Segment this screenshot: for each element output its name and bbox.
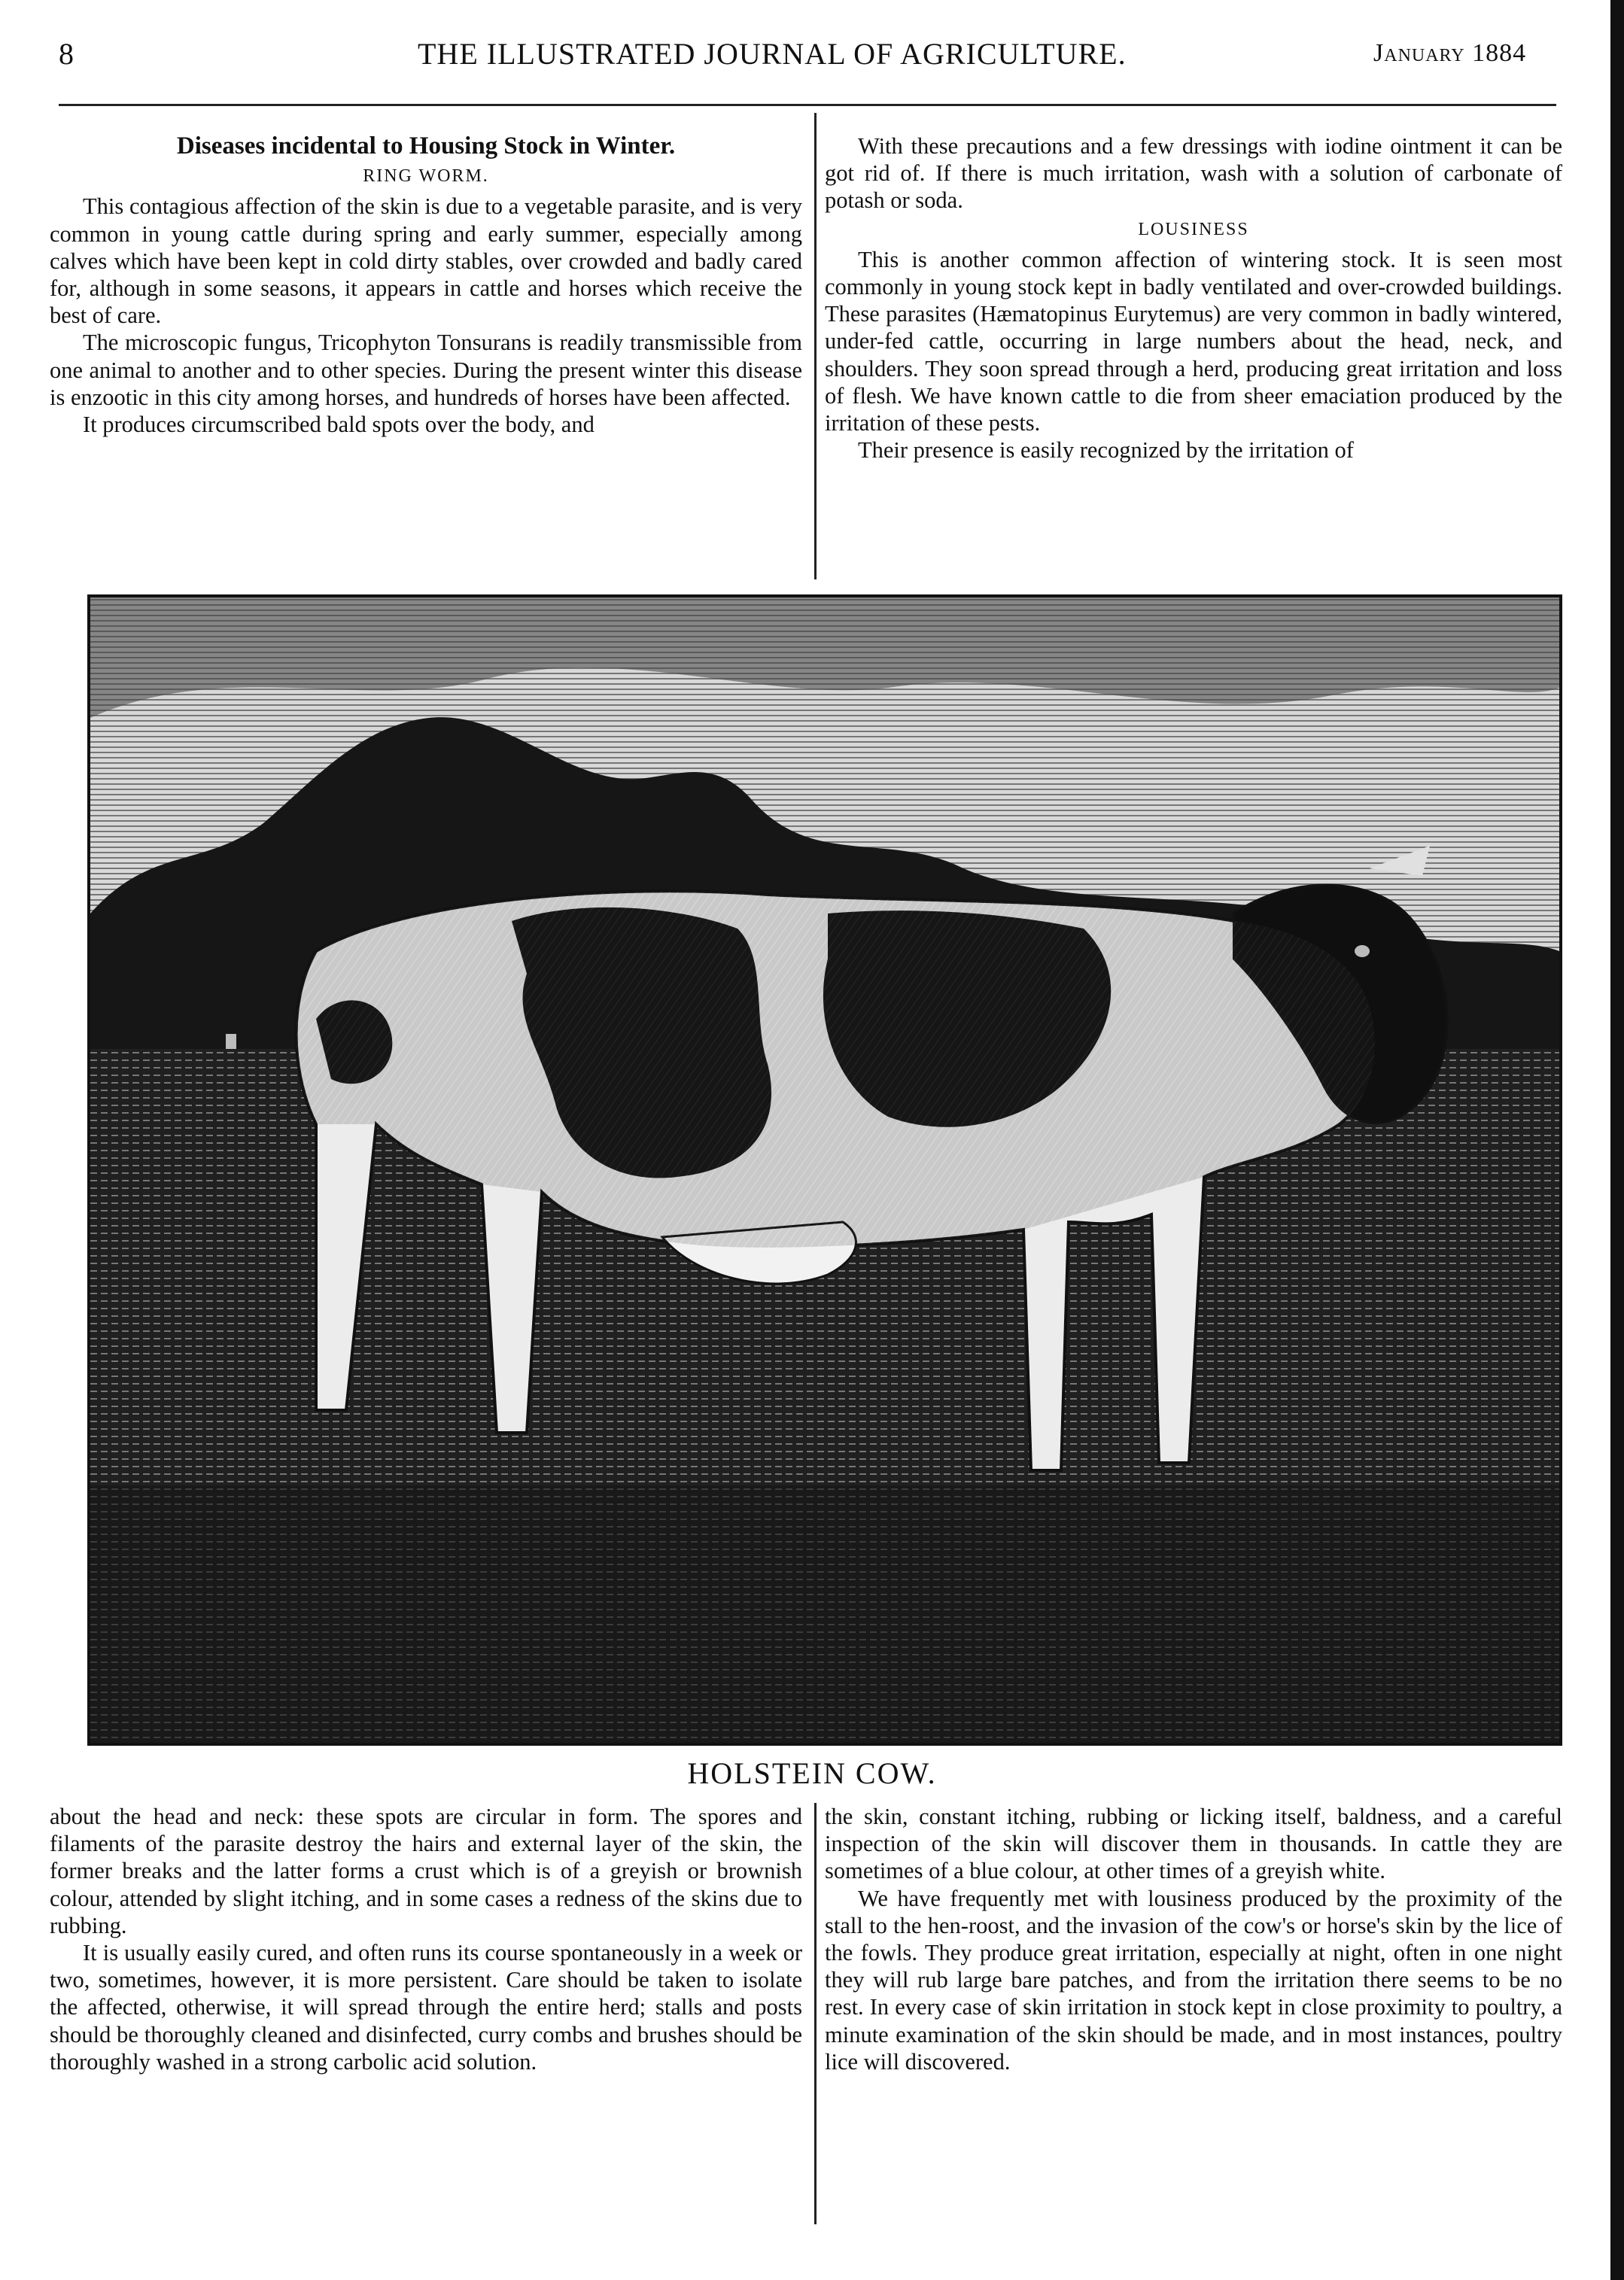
column-bottom-right (825, 1803, 1562, 2075)
section-heading-lousiness: LOUSINESS (1138, 219, 1249, 239)
paragraph: With these precautions and a few dressings with iodine ointment it can be got rid of. If there is much irritation, wash with a solution of carbonate of potash or soda. (825, 133, 1562, 214)
page-number: 8 (59, 37, 74, 71)
page-header (0, 36, 1624, 96)
column-divider-top (814, 113, 817, 579)
column-top-left (50, 132, 802, 438)
holstein-cow-illustration (87, 594, 1562, 1746)
column-divider-bottom (814, 1803, 817, 2224)
paragraph: It produces circumscribed bald spots over the body, and (83, 412, 595, 438)
article-title: Diseases incidental to Housing Stock in Winter. (176, 132, 676, 160)
cow-eye (1355, 945, 1370, 957)
header-rule (59, 104, 1556, 106)
paragraph: It is usually easily cured, and often runs its course spontaneously in a week or two, sometimes, however, it is more persistent. Care should be taken to isolate the affected, otherwise, it will spread through the entire herd; stalls and posts should be thoroughly cleaned and disinfected, curry combs and brushes should be thoroughly washed in a strong carbolic acid solution. (50, 1940, 802, 2075)
column-top-right (825, 132, 1562, 464)
paragraph: Their presence is easily recognized by the irritation of (858, 437, 1354, 464)
cow-engraving-svg (90, 597, 1559, 1743)
column-bottom-left (50, 1803, 802, 2075)
issue-date: January 1884 (1373, 39, 1527, 67)
paragraph: This is another common affection of wintering stock. It is seen most commonly in young stock kept in badly ventilated and over-crowded buildings. These parasites (Hæmatopinus Eurytemus) are very common in badly wintered, under-fed cattle, occurring in large numbers about the head, neck, and shoulders. They soon spread through a herd, producing great irritation and loss of flesh. We have known cattle to die from sheer emaciation produced by the irritation of these pests. (825, 246, 1562, 436)
paragraph: about the head and neck: these spots are circular in form. The spores and filaments of the parasite destroy the hairs and external layer of the skin, the former breaks and the latter forms a crust which is of a greyish or brownish colour, attended by slight itching, and in some cases a redness of the skins due to rubbing. (50, 1804, 802, 1938)
section-heading-ringworm: RING WORM. (363, 166, 489, 187)
scan-edge-shadow (1610, 0, 1624, 2280)
figure-caption: HOLSTEIN COW. (687, 1756, 937, 1790)
paragraph: We have frequently met with lousiness produced by the proximity of the stall to the hen-roost, and the invasion of the cow's or horse's skin by the lice of the fowls. They produce great irritation, especially at night, often in one night they will rub large bare patches, and from the irritation there seems to be no rest. In every case of skin irritation in stock kept in close proximity to poultry, a minute examination of the skin should be made, and in most instances, poultry lice will discovered. (825, 1885, 1562, 2075)
paragraph: This contagious affection of the skin is due to a vegetable parasite, and is very common in young cattle during spring and early summer, especially among calves which have been kept in cold dirty stables, over crowded and badly cared for, although in some seasons, it appears in cattle and horses which receive the best of care. (50, 193, 802, 329)
paragraph: the skin, constant itching, rubbing or licking itself, baldness, and a careful inspection of the skin will discover them in thousands. In cattle they are sometimes of a blue colour, at other times of a greyish white. (825, 1804, 1562, 1884)
journal-title: THE ILLUSTRATED JOURNAL OF AGRICULTURE. (418, 37, 1127, 71)
paragraph: The microscopic fungus, Tricophyton Tonsurans is readily transmissible from one animal to another and to other species. During the present winter this disease is enzootic in this city among horses, and hundreds of horses have been affected. (50, 330, 802, 410)
